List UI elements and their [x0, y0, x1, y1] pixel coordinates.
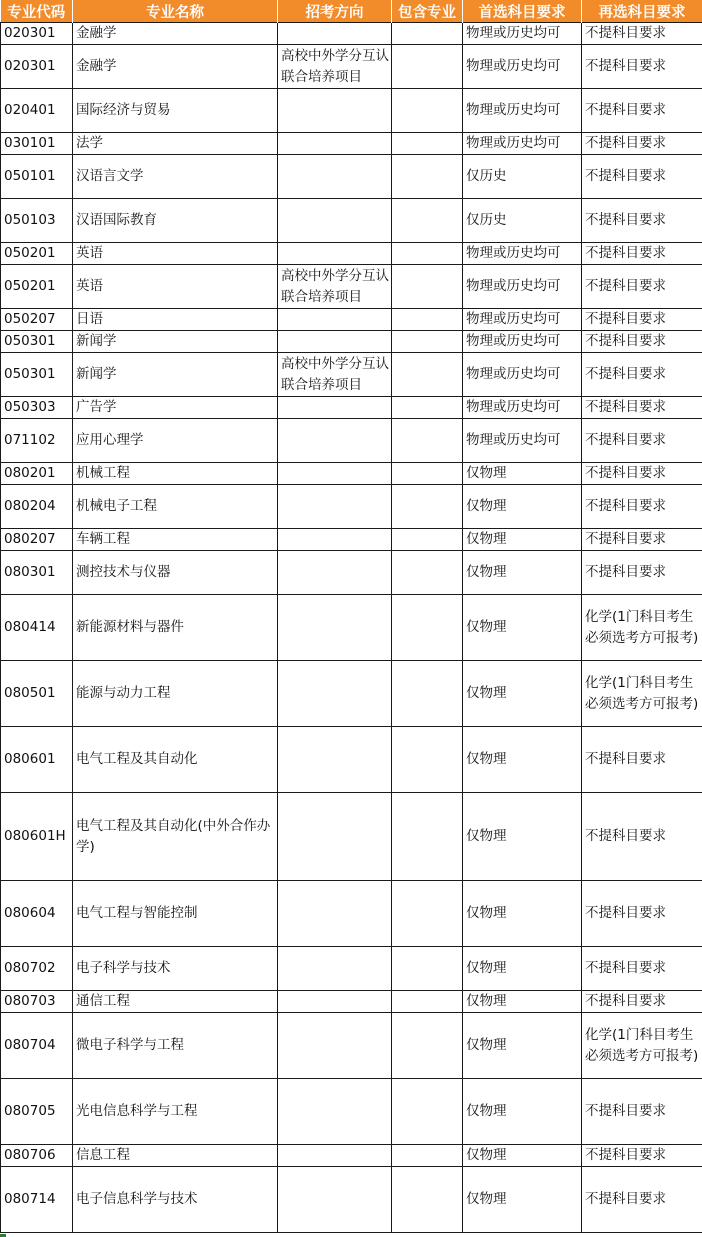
cell-code: 080703	[1, 991, 73, 1013]
cell-included	[392, 23, 463, 45]
cell-second-subject: 不提科目要求	[582, 529, 702, 551]
header-direction: 招考方向	[278, 0, 392, 23]
cell-second-subject: 不提科目要求	[582, 331, 702, 353]
cell-second-subject: 不提科目要求	[582, 551, 702, 595]
table-row	[1, 595, 702, 661]
cell-first-subject: 仅物理	[463, 1167, 582, 1233]
cell-second-subject: 不提科目要求	[582, 1145, 702, 1167]
header-second-subject: 再选科目要求	[582, 0, 702, 23]
cell-second-subject: 不提科目要求	[582, 991, 702, 1013]
cell-name: 机械工程	[73, 463, 278, 485]
cell-included	[392, 419, 463, 463]
cell-first-subject: 仅物理	[463, 991, 582, 1013]
cell-included	[392, 595, 463, 661]
cell-included	[392, 991, 463, 1013]
header-first-subject: 首选科目要求	[463, 0, 582, 23]
cell-name: 电气工程及其自动化	[73, 727, 278, 793]
cell-name: 电气工程与智能控制	[73, 881, 278, 947]
table-row	[1, 45, 702, 89]
cell-first-subject: 物理或历史均可	[463, 265, 582, 309]
table-row	[1, 1145, 702, 1167]
cell-name: 应用心理学	[73, 419, 278, 463]
cell-first-subject: 仅物理	[463, 1013, 582, 1079]
cell-included	[392, 529, 463, 551]
cell-included	[392, 727, 463, 793]
cell-code: 080414	[1, 595, 73, 661]
table-row	[1, 23, 702, 45]
cell-first-subject: 仅物理	[463, 661, 582, 727]
cell-direction	[278, 23, 392, 45]
cell-name: 电气工程及其自动化(中外合作办学)	[73, 793, 278, 881]
cell-direction	[278, 89, 392, 133]
cell-included	[392, 551, 463, 595]
cell-second-subject: 不提科目要求	[582, 793, 702, 881]
cell-second-subject: 不提科目要求	[582, 309, 702, 331]
cell-second-subject: 不提科目要求	[582, 947, 702, 991]
cell-direction	[278, 793, 392, 881]
cell-first-subject: 物理或历史均可	[463, 243, 582, 265]
cell-name: 微电子科学与工程	[73, 1013, 278, 1079]
cell-name: 能源与动力工程	[73, 661, 278, 727]
cell-second-subject: 不提科目要求	[582, 89, 702, 133]
cell-first-subject: 仅物理	[463, 727, 582, 793]
cell-direction	[278, 331, 392, 353]
cell-name: 信息工程	[73, 1145, 278, 1167]
cell-first-subject: 仅物理	[463, 1145, 582, 1167]
cell-first-subject: 仅物理	[463, 529, 582, 551]
cell-included	[392, 1167, 463, 1233]
table-row	[1, 243, 702, 265]
cell-included	[392, 199, 463, 243]
cell-direction	[278, 1145, 392, 1167]
cell-first-subject: 物理或历史均可	[463, 309, 582, 331]
cell-included	[392, 1013, 463, 1079]
cell-name: 汉语言文学	[73, 155, 278, 199]
table-row	[1, 353, 702, 397]
table-row	[1, 331, 702, 353]
cell-second-subject: 化学(1门科目考生必须选考方可报考)	[582, 661, 702, 727]
cell-first-subject: 仅物理	[463, 793, 582, 881]
cell-second-subject: 不提科目要求	[582, 155, 702, 199]
cell-name: 英语	[73, 243, 278, 265]
cell-first-subject: 物理或历史均可	[463, 45, 582, 89]
cell-direction: 高校中外学分互认联合培养项目	[278, 265, 392, 309]
cell-first-subject: 仅物理	[463, 1079, 582, 1145]
cell-first-subject: 物理或历史均可	[463, 419, 582, 463]
table-row	[1, 881, 702, 947]
cell-code: 050101	[1, 155, 73, 199]
cell-code: 050301	[1, 353, 73, 397]
cell-code: 071102	[1, 419, 73, 463]
cell-first-subject: 仅物理	[463, 485, 582, 529]
cell-direction	[278, 243, 392, 265]
cell-direction	[278, 881, 392, 947]
cell-included	[392, 881, 463, 947]
table-row	[1, 199, 702, 243]
cell-code: 080706	[1, 1145, 73, 1167]
header-row	[1, 0, 702, 23]
cell-code: 020401	[1, 89, 73, 133]
table-row	[1, 397, 702, 419]
cell-name: 电子信息科学与技术	[73, 1167, 278, 1233]
cell-code: 080604	[1, 881, 73, 947]
cell-code: 050201	[1, 243, 73, 265]
cell-first-subject: 物理或历史均可	[463, 133, 582, 155]
cell-direction: 高校中外学分互认联合培养项目	[278, 353, 392, 397]
cell-second-subject: 不提科目要求	[582, 353, 702, 397]
header-name: 专业名称	[73, 0, 278, 23]
cell-included	[392, 1145, 463, 1167]
cell-direction	[278, 485, 392, 529]
cell-second-subject: 不提科目要求	[582, 397, 702, 419]
cell-name: 汉语国际教育	[73, 199, 278, 243]
cell-second-subject: 不提科目要求	[582, 727, 702, 793]
table-row	[1, 661, 702, 727]
cell-first-subject: 仅历史	[463, 155, 582, 199]
cell-second-subject: 不提科目要求	[582, 1079, 702, 1145]
cell-direction	[278, 661, 392, 727]
cell-direction	[278, 309, 392, 331]
cell-included	[392, 463, 463, 485]
cell-included	[392, 133, 463, 155]
cell-direction	[278, 595, 392, 661]
table-row	[1, 485, 702, 529]
cell-name: 电子科学与技术	[73, 947, 278, 991]
table-row	[1, 1079, 702, 1145]
cell-second-subject: 化学(1门科目考生必须选考方可报考)	[582, 595, 702, 661]
cell-second-subject: 不提科目要求	[582, 133, 702, 155]
table-row	[1, 89, 702, 133]
table-row	[1, 1167, 702, 1233]
cell-code: 050207	[1, 309, 73, 331]
cell-included	[392, 793, 463, 881]
cell-first-subject: 物理或历史均可	[463, 397, 582, 419]
cell-first-subject: 物理或历史均可	[463, 331, 582, 353]
cell-code: 080714	[1, 1167, 73, 1233]
cell-direction	[278, 155, 392, 199]
cell-second-subject: 不提科目要求	[582, 881, 702, 947]
cell-code: 080201	[1, 463, 73, 485]
cell-first-subject: 仅物理	[463, 881, 582, 947]
cell-included	[392, 1079, 463, 1145]
cell-code: 080301	[1, 551, 73, 595]
cell-code: 020301	[1, 45, 73, 89]
cell-included	[392, 155, 463, 199]
cell-second-subject: 不提科目要求	[582, 419, 702, 463]
cell-name: 光电信息科学与工程	[73, 1079, 278, 1145]
table-row	[1, 133, 702, 155]
cell-name: 金融学	[73, 23, 278, 45]
cell-second-subject: 不提科目要求	[582, 243, 702, 265]
cell-direction	[278, 991, 392, 1013]
header-code: 专业代码	[1, 0, 73, 23]
cell-direction: 高校中外学分互认联合培养项目	[278, 45, 392, 89]
cell-included	[392, 89, 463, 133]
cell-name: 机械电子工程	[73, 485, 278, 529]
cell-included	[392, 331, 463, 353]
cell-name: 测控技术与仪器	[73, 551, 278, 595]
cell-name: 国际经济与贸易	[73, 89, 278, 133]
cell-direction	[278, 529, 392, 551]
cell-code: 020301	[1, 23, 73, 45]
cell-direction	[278, 199, 392, 243]
cell-direction	[278, 419, 392, 463]
cell-second-subject: 不提科目要求	[582, 485, 702, 529]
cell-code: 080705	[1, 1079, 73, 1145]
cell-included	[392, 265, 463, 309]
cell-direction	[278, 1167, 392, 1233]
cell-code: 050301	[1, 331, 73, 353]
cell-name: 车辆工程	[73, 529, 278, 551]
cell-direction	[278, 1079, 392, 1145]
cell-first-subject: 仅物理	[463, 947, 582, 991]
cell-direction	[278, 551, 392, 595]
cell-second-subject: 不提科目要求	[582, 265, 702, 309]
cell-included	[392, 397, 463, 419]
cell-code: 050103	[1, 199, 73, 243]
cell-first-subject: 仅物理	[463, 551, 582, 595]
table-row	[1, 529, 702, 551]
table-row	[1, 1013, 702, 1079]
cell-first-subject: 物理或历史均可	[463, 89, 582, 133]
cell-code: 080204	[1, 485, 73, 529]
cell-code: 050303	[1, 397, 73, 419]
cell-included	[392, 353, 463, 397]
table-row	[1, 947, 702, 991]
cell-second-subject: 不提科目要求	[582, 1167, 702, 1233]
cell-first-subject: 物理或历史均可	[463, 23, 582, 45]
cell-included	[392, 485, 463, 529]
cell-code: 030101	[1, 133, 73, 155]
cell-name: 新能源材料与器件	[73, 595, 278, 661]
table-row	[1, 991, 702, 1013]
cell-included	[392, 947, 463, 991]
cell-code: 080601	[1, 727, 73, 793]
cell-included	[392, 45, 463, 89]
cell-first-subject: 仅物理	[463, 595, 582, 661]
table-row	[1, 419, 702, 463]
cell-first-subject: 仅历史	[463, 199, 582, 243]
cell-name: 英语	[73, 265, 278, 309]
cell-code: 080704	[1, 1013, 73, 1079]
cell-included	[392, 309, 463, 331]
table-row	[1, 727, 702, 793]
cell-included	[392, 243, 463, 265]
cell-second-subject: 不提科目要求	[582, 23, 702, 45]
table-row	[1, 155, 702, 199]
table-row	[1, 793, 702, 881]
cell-name: 日语	[73, 309, 278, 331]
cell-code: 080501	[1, 661, 73, 727]
cell-direction	[278, 947, 392, 991]
cell-code: 080207	[1, 529, 73, 551]
cell-name: 法学	[73, 133, 278, 155]
cell-direction	[278, 397, 392, 419]
cell-first-subject: 物理或历史均可	[463, 353, 582, 397]
cell-name: 金融学	[73, 45, 278, 89]
cell-second-subject: 不提科目要求	[582, 199, 702, 243]
cell-code: 080702	[1, 947, 73, 991]
cell-direction	[278, 1013, 392, 1079]
cell-code: 050201	[1, 265, 73, 309]
header-included: 包含专业	[392, 0, 463, 23]
cell-first-subject: 仅物理	[463, 463, 582, 485]
table-row	[1, 551, 702, 595]
cell-second-subject: 不提科目要求	[582, 45, 702, 89]
cell-direction	[278, 133, 392, 155]
cell-included	[392, 661, 463, 727]
cell-second-subject: 化学(1门科目考生必须选考方可报考)	[582, 1013, 702, 1079]
cell-direction	[278, 463, 392, 485]
cell-second-subject: 不提科目要求	[582, 463, 702, 485]
cell-name: 新闻学	[73, 331, 278, 353]
cell-name: 新闻学	[73, 353, 278, 397]
cell-name: 广告学	[73, 397, 278, 419]
cell-code: 080601H	[1, 793, 73, 881]
table-row	[1, 463, 702, 485]
cell-direction	[278, 727, 392, 793]
cell-name: 通信工程	[73, 991, 278, 1013]
table-row	[1, 309, 702, 331]
table-row	[1, 265, 702, 309]
